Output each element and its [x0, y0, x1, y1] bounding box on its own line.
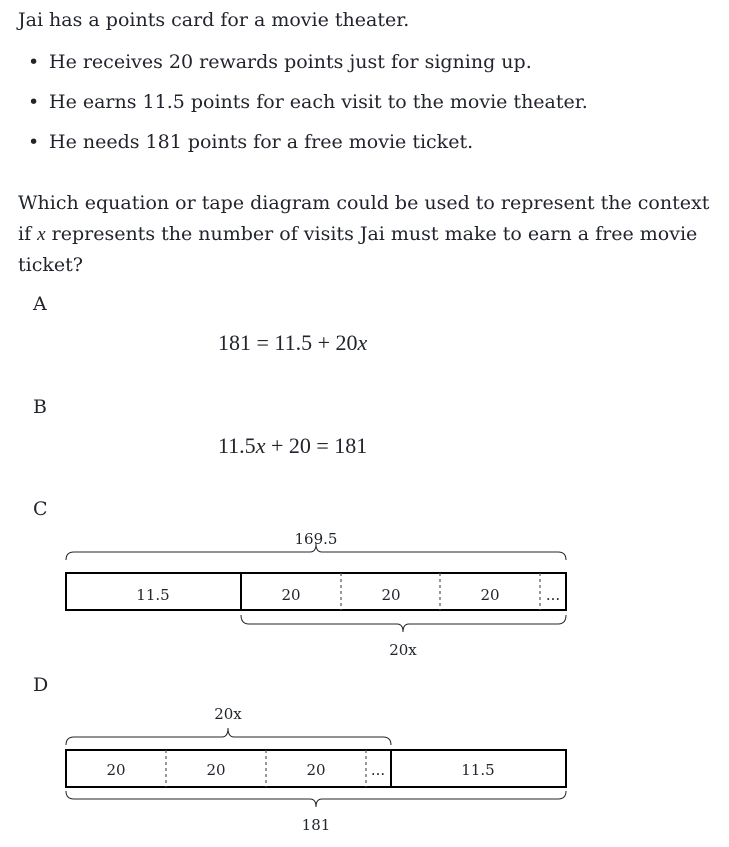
bullet-list	[28, 48, 588, 168]
eq-variable: x	[255, 433, 266, 458]
top-brace	[66, 728, 391, 745]
tape-cell-label: ...	[545, 586, 561, 604]
choice-d-letter[interactable]: D	[33, 674, 49, 696]
eq-term: 11.5	[218, 433, 256, 458]
bullet-item: • He receives 20 rewards points just for signing up.	[28, 48, 588, 88]
tape-cell-label: 11.5	[136, 586, 170, 604]
tape-cell-label: ...	[370, 761, 386, 779]
top-brace-label: 169.5	[294, 530, 338, 548]
bottom-brace	[66, 791, 566, 807]
choice-c-letter[interactable]: C	[33, 498, 48, 520]
question-part: Which equation or tape diagram could be used to represent the context if	[18, 192, 710, 245]
bottom-brace	[241, 615, 566, 632]
eq-term: 181	[218, 330, 251, 355]
choice-b-equation[interactable]	[218, 433, 367, 459]
intro-text: Jai has a points card for a movie theater.	[18, 9, 410, 31]
question-variable: x	[37, 224, 46, 245]
bottom-brace-label: 20x	[389, 641, 417, 659]
eq-term: 11.5 + 20	[274, 330, 358, 355]
bottom-brace-label: 181	[301, 816, 331, 834]
top-brace	[66, 544, 566, 560]
choice-b-letter[interactable]: B	[33, 396, 47, 418]
choice-a-equation[interactable]	[218, 330, 367, 356]
tape-cell-label: 20	[106, 761, 126, 779]
bullet-item: • He earns 11.5 points for each visit to the movie theater.	[28, 88, 588, 128]
eq-term: + 20 = 181	[265, 433, 368, 458]
eq-variable: x	[357, 330, 368, 355]
top-brace-label: 20x	[214, 705, 242, 723]
tape-cell-label: 20	[281, 586, 301, 604]
choice-c-tape-diagram[interactable]	[0, 525, 729, 665]
question-part: represents the number of visits Jai must make to earn a free movie ticket?	[18, 223, 698, 276]
eq-term: =	[251, 330, 275, 355]
choice-d-tape-diagram[interactable]	[0, 700, 729, 840]
tape-cell-label: 20	[480, 586, 500, 604]
choice-a-letter[interactable]: A	[33, 293, 47, 315]
tape-cell-label: 20	[306, 761, 326, 779]
tape-cell-label: 11.5	[461, 761, 495, 779]
question-text	[18, 188, 723, 281]
tape-cell-label: 20	[381, 586, 401, 604]
tape-cell-label: 20	[206, 761, 226, 779]
bullet-item: • He needs 181 points for a free movie ticket.	[28, 128, 588, 168]
